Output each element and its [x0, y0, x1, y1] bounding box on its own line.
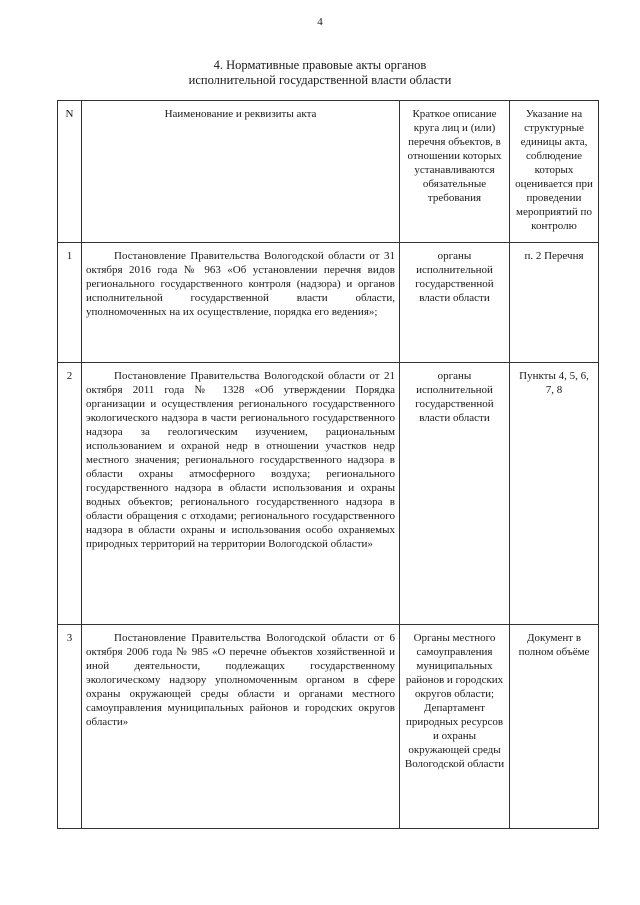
- table-header-row: [58, 101, 599, 243]
- header-act-name: Наименование и реквизиты акта: [82, 101, 400, 243]
- act-reference: п. 2 Перечня: [510, 243, 599, 363]
- table-row: [58, 243, 599, 363]
- header-description: Краткое описание круга лиц и (или) перечня объектов, в отношении которых устанавливаются обязательные требования: [400, 101, 510, 243]
- row-number: 1: [58, 243, 82, 363]
- row-number: 3: [58, 625, 82, 829]
- header-number: N: [58, 101, 82, 243]
- act-description: органы исполнительной государственной власти области: [400, 363, 510, 625]
- section-title-line-2: исполнительной государственной власти области: [188, 73, 452, 87]
- header-reference: Указание на структурные единицы акта, соблюдение которых оценивается при проведении мероприятий по контролю: [510, 101, 599, 243]
- act-name: Постановление Правительства Вологодской области от 21 октября 2011 года № 1328 «Об утверждении Порядка организации и осуществления регионального государственного экологического надзора в части регионального государственного надзора за геологическим изучением, рациональным использованием и охраной недр в отношении участков недр местного значения; регионального государственного надзора в области охраны атмосферного воздуха; регионального государственного надзора в области использования и охраны водных объектов; регионального государственного надзора в области обращения с отходами; регионального государственного надзора в области охраны и использования особо охраняемых природных территорий на территории Вологодской области»: [82, 363, 400, 625]
- page-number: 4: [317, 16, 323, 28]
- act-description: Органы местного самоуправления муниципальных районов и городских округов области; Департамент природных ресурсов и охраны окружающей среды Вологодской области: [400, 625, 510, 829]
- legal-acts-table: [57, 100, 599, 829]
- act-reference: Документ в полном объёме: [510, 625, 599, 829]
- section-title-line-1: 4. Нормативные правовые акты органов: [213, 58, 427, 72]
- table-row: [58, 363, 599, 625]
- section-title: [120, 58, 520, 88]
- act-reference: Пункты 4, 5, 6, 7, 8: [510, 363, 599, 625]
- act-description: органы исполнительной государственной власти области: [400, 243, 510, 363]
- table-row: [58, 625, 599, 829]
- act-name: Постановление Правительства Вологодской области от 31 октября 2016 года № 963 «Об установлении перечня видов регионального государственного контроля (надзора) и органов исполнительной государственной власти области, уполномоченных на их осуществление, порядка его ведения»;: [82, 243, 400, 363]
- act-name: Постановление Правительства Вологодской области от 6 октября 2006 года № 985 «О перечне объектов хозяйственной и иной деятельности, подлежащих государственному экологическому надзору уполномоченным органом в сфере охраны окружающей среды области и органами местного самоуправления муниципальных районов и городских округов области»: [82, 625, 400, 829]
- row-number: 2: [58, 363, 82, 625]
